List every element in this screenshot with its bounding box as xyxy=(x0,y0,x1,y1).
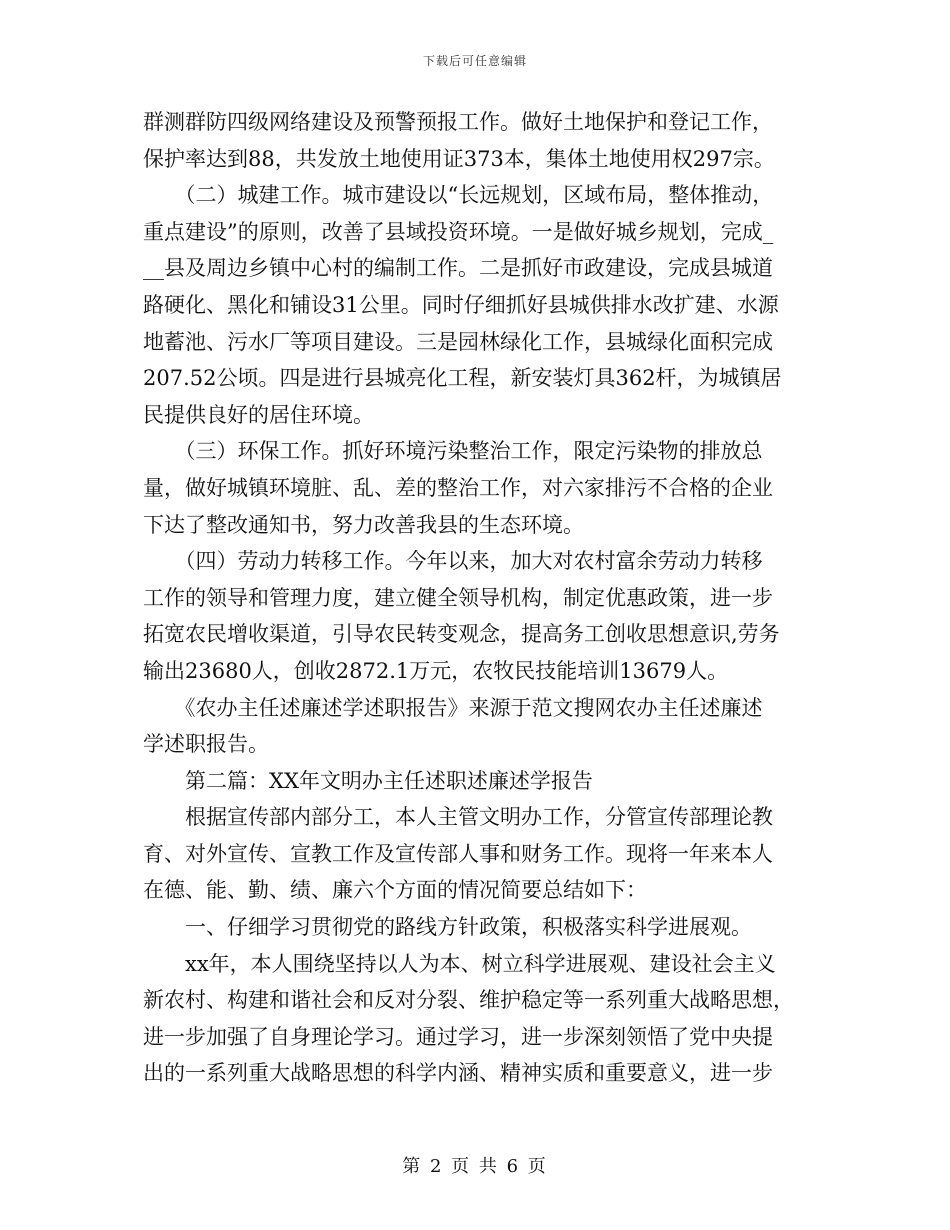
body-line: 一、仔细学习贯彻党的路线方针政策，积极落实科学进展观。 xyxy=(143,915,752,940)
body-line: 根据宣传部内部分工，本人主管文明办工作，分管宣传部理论教 xyxy=(143,805,773,830)
body-line: 《农办主任述廉述学述职报告》来源于范文搜网农办主任述廉述 xyxy=(143,695,763,720)
body-line: 群测群防四级网络建设及预警预报工作。做好土地保护和登记工作， xyxy=(143,110,773,134)
body-line: xx年，本人围绕坚持以人为本、树立科学进展观、建设社会主义 xyxy=(143,951,776,976)
body-line: 育、对外宣传、宣教工作及宣传部人事和财务工作。现将一年来本人 xyxy=(143,841,773,866)
body-line: 保护率达到88，共发放土地使用证373本，集体土地使用权297宗。 xyxy=(143,146,775,171)
body-line: 工作的领导和管理力度，建立健全领导机构，制定优惠政策，进一步 xyxy=(143,585,773,610)
page-header: 下载后可任意编辑 xyxy=(422,54,527,68)
body-line: 输出23680人，创收2872.1万元，农牧民技能培训13679人。 xyxy=(143,658,729,683)
body-line: 重点建设”的原则，改善了县域投资环境。一是做好城乡规划，完成_ xyxy=(143,219,774,244)
body-line: （三）环保工作。抓好环境污染整治工作，限定污染物的排放总 xyxy=(143,439,763,464)
page-number-footer: 第 2 页 共 6 页 xyxy=(402,1156,548,1177)
body-line: （四）劳动力转移工作。今年以来，加大对农村富余劳动力转移 xyxy=(143,549,763,574)
body-line: （二）城建工作。城市建设以“长远规划，区域布局，整体推动， xyxy=(143,183,774,208)
section-heading: 第二篇：XX年文明办主任述职述廉述学报告 xyxy=(143,768,593,793)
body-line: __县及周边乡镇中心村的编制工作。二是抓好市政建设，完成县城道 xyxy=(143,256,773,281)
body-line: 207.52公顷。四是进行县城亮化工程，新安装灯具362杆，为城镇居 xyxy=(143,366,782,391)
body-line: 进一步加强了自身理论学习。通过学习，进一步深刻领悟了党中央提 xyxy=(143,1024,773,1049)
body-line: 下达了整改通知书，努力改善我县的生态环境。 xyxy=(143,512,584,537)
body-line: 地蓄池、污水厂等项目建设。三是园林绿化工作，县城绿化面积完成 xyxy=(143,329,773,354)
document-body xyxy=(143,104,811,1092)
body-line: 民提供良好的居住环境。 xyxy=(143,402,374,427)
body-line: 学述职报告。 xyxy=(143,732,269,757)
body-line: 拓宽农民增收渠道，引导农民转变观念，提高务工创收思想意识,劳务 xyxy=(143,622,780,647)
body-line: 在德、能、勤、绩、廉六个方面的情况简要总结如下： xyxy=(143,878,647,903)
body-line: 路硬化、黑化和铺设31公里。同时仔细抓好县城供排水改扩建、水源 xyxy=(143,292,779,317)
body-line: 出的一系列重大战略思想的科学内涵、精神实质和重要意义，进一步 xyxy=(143,1061,773,1086)
body-line: 新农村、构建和谐社会和反对分裂、维护稳定等一系列重大战略思想， xyxy=(143,988,794,1013)
body-line: 量，做好城镇环境脏、乱、差的整治工作，对六家排污不合格的企业 xyxy=(143,475,773,500)
